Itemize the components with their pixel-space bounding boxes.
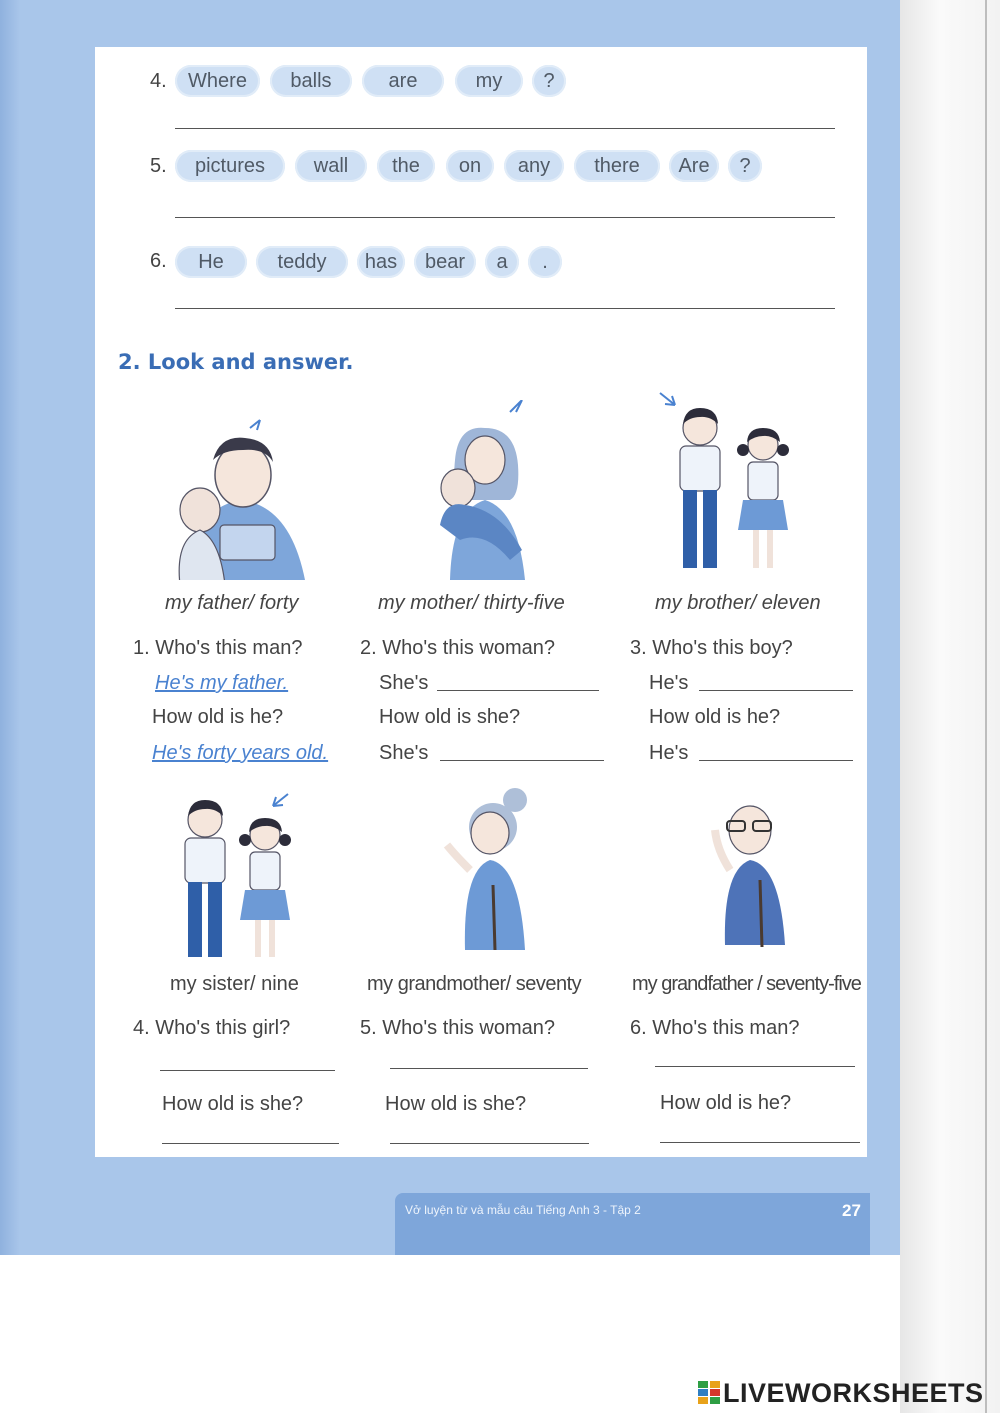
caption: my grandfather / seventy-five — [632, 973, 861, 995]
question: 1. Who's this man? — [133, 637, 303, 659]
sample-answer: He's forty years old. — [152, 742, 329, 764]
question: How old is she? — [162, 1093, 304, 1115]
caption: my brother/ eleven — [655, 592, 821, 614]
caption: my father/ forty — [165, 592, 299, 614]
answer-line[interactable] — [162, 1143, 339, 1144]
answer-line[interactable] — [699, 760, 853, 761]
word-chip[interactable]: pictures — [175, 150, 285, 182]
question: How old is she? — [379, 706, 521, 728]
question: 6. Who's this man? — [630, 1017, 800, 1039]
caption: my grandmother/ seventy — [367, 973, 582, 995]
answer-line[interactable] — [699, 690, 853, 691]
question: 5. Who's this woman? — [360, 1017, 556, 1039]
word-chip[interactable]: the — [377, 150, 435, 182]
question: 3. Who's this boy? — [630, 637, 793, 659]
answer-prompt: She's — [379, 742, 429, 764]
word-chip[interactable]: He — [175, 246, 247, 278]
word-chip[interactable]: balls — [270, 65, 352, 97]
grandmother-illustration — [435, 785, 545, 955]
question: 4. Who's this girl? — [133, 1017, 291, 1039]
word-chip[interactable]: my — [455, 65, 523, 97]
question: How old is he? — [660, 1092, 792, 1114]
word-chip[interactable]: has — [357, 246, 405, 278]
word-chip[interactable]: any — [504, 150, 564, 182]
answer-prompt: He's — [649, 672, 689, 694]
answer-line[interactable] — [175, 217, 835, 218]
answer-line[interactable] — [160, 1070, 335, 1071]
answer-line[interactable] — [660, 1142, 860, 1143]
word-chip[interactable]: ? — [532, 65, 566, 97]
answer-line[interactable] — [175, 308, 835, 309]
answer-prompt: She's — [379, 672, 429, 694]
arrow-icon — [250, 420, 260, 430]
answer-line[interactable] — [440, 760, 604, 761]
answer-prompt: He's — [649, 742, 689, 764]
word-chip[interactable]: . — [528, 246, 562, 278]
logo-icon — [698, 1381, 720, 1405]
exercise-title: 2. Look and answer. — [118, 350, 354, 374]
word-chip[interactable]: on — [446, 150, 494, 182]
mother-illustration — [430, 400, 540, 580]
arrow-icon — [660, 393, 675, 405]
liveworksheets-logo — [698, 1378, 984, 1408]
grandfather-illustration — [705, 785, 815, 955]
question: 2. Who's this woman? — [360, 637, 556, 659]
answer-line[interactable] — [437, 690, 599, 691]
answer-line[interactable] — [390, 1068, 588, 1069]
question: How old is he? — [649, 706, 781, 728]
logo-text: LIVEWORKSHEETS — [723, 1377, 984, 1408]
word-chip[interactable]: teddy — [256, 246, 348, 278]
book-spine — [0, 0, 20, 1255]
word-chip[interactable]: wall — [295, 150, 367, 182]
word-chip[interactable]: a — [485, 246, 519, 278]
question: How old is she? — [385, 1093, 527, 1115]
question: How old is he? — [152, 706, 284, 728]
brother-illustration — [655, 390, 805, 580]
word-chip[interactable]: there — [574, 150, 660, 182]
caption: my sister/ nine — [170, 973, 299, 995]
word-chip[interactable]: bear — [414, 246, 476, 278]
word-chip[interactable]: ? — [728, 150, 762, 182]
page-number: 27 — [842, 1201, 861, 1220]
sister-illustration — [170, 790, 320, 965]
answer-line[interactable] — [175, 128, 835, 129]
word-chip[interactable]: are — [362, 65, 444, 97]
sample-answer: He's my father. — [155, 672, 289, 694]
caption: my mother/ thirty-five — [378, 592, 565, 614]
row-number: 5. — [150, 155, 167, 177]
answer-line[interactable] — [390, 1143, 589, 1144]
book-title: Vở luyện từ và mẫu câu Tiếng Anh 3 - Tập 2 — [405, 1203, 641, 1217]
row-number: 6. — [150, 250, 167, 272]
word-chip[interactable]: Are — [669, 150, 719, 182]
row-number: 4. — [150, 70, 167, 92]
father-illustration — [165, 400, 315, 580]
arrow-icon — [273, 794, 288, 806]
answer-line[interactable] — [655, 1066, 855, 1067]
page-edge-line — [985, 0, 987, 1413]
arrow-icon — [510, 400, 522, 412]
word-chip[interactable]: Where — [175, 65, 260, 97]
